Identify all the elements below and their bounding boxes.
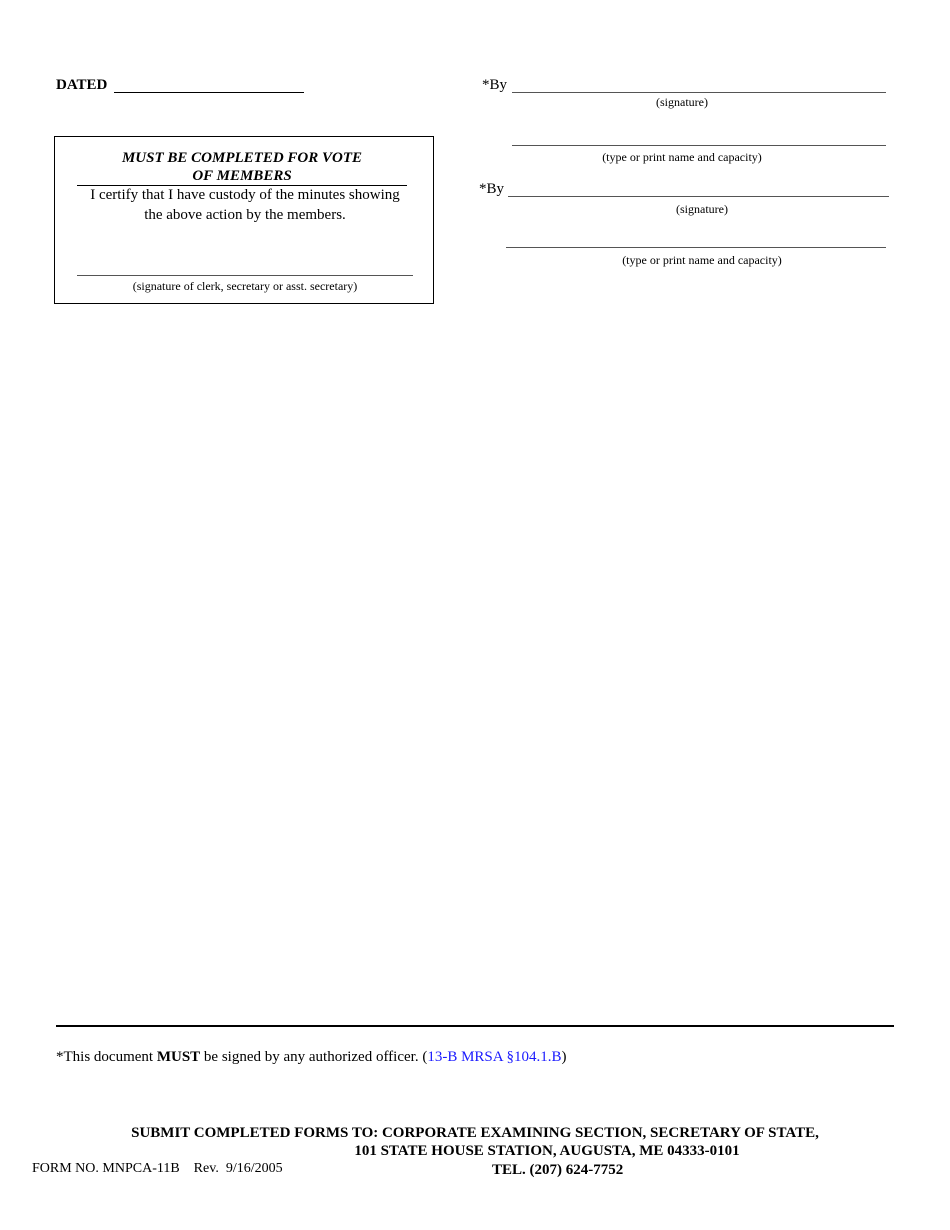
signer-2-name-caption: (type or print name and capacity) <box>622 253 782 267</box>
dated-label: DATED <box>56 77 108 93</box>
footnote-middle: be signed by any authorized officer. ( <box>200 1049 428 1065</box>
vote-box-certify-line2: the above action by the members. <box>144 207 346 223</box>
signer-1-by-label: *By <box>482 77 508 93</box>
signer-2-signature-caption: (signature) <box>676 202 728 216</box>
signer-1-signature-field[interactable] <box>512 92 886 93</box>
footnote-prefix: *This document <box>56 1049 157 1065</box>
statute-citation-link[interactable]: 13-B MRSA §104.1.B <box>427 1049 562 1065</box>
dated-field[interactable] <box>114 92 304 93</box>
signer-2-name-field[interactable] <box>506 247 886 248</box>
submit-line2: 101 STATE HOUSE STATION, AUGUSTA, ME 04333-0101 <box>354 1143 740 1159</box>
vote-of-members-box <box>54 136 434 304</box>
signer-2-signature-field[interactable] <box>508 196 889 197</box>
form-number: FORM NO. MNPCA-11B Rev. 9/16/2005 <box>32 1161 283 1176</box>
clerk-signature-field[interactable] <box>77 275 413 276</box>
vote-box-heading-line1: MUST BE COMPLETED FOR VOTE <box>121 150 363 166</box>
vote-box-certification <box>75 185 415 225</box>
clerk-signature-caption: (signature of clerk, secretary or asst. secretary) <box>132 279 358 293</box>
footnote <box>56 1048 567 1066</box>
signer-2-by-label: *By <box>479 181 505 197</box>
vote-box-certify-line1: I certify that I have custody of the minutes showing <box>90 187 400 203</box>
signer-1-name-caption: (type or print name and capacity) <box>602 150 762 164</box>
signer-1-signature-caption: (signature) <box>656 95 708 109</box>
vote-box-heading-line2: OF MEMBERS <box>77 167 407 186</box>
submit-tel: TEL. (207) 624-7752 <box>492 1162 624 1178</box>
submit-line1: SUBMIT COMPLETED FORMS TO: CORPORATE EXAMINING SECTION, SECRETARY OF STATE, <box>131 1125 819 1141</box>
footer-divider <box>56 1025 894 1027</box>
signer-1-name-field[interactable] <box>512 145 886 146</box>
footnote-suffix: ) <box>561 1049 567 1065</box>
footnote-must: MUST <box>156 1049 201 1065</box>
